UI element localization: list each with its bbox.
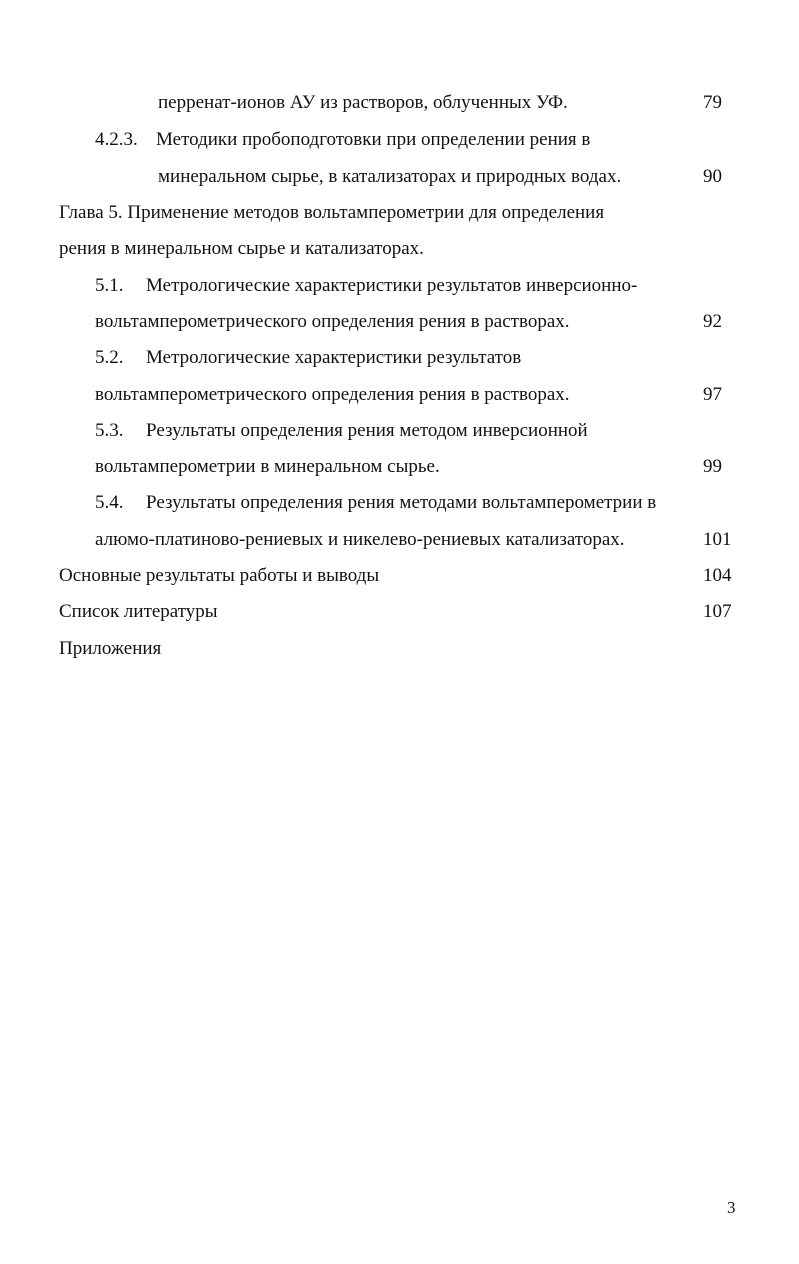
toc-line-text: Список литературы — [59, 601, 218, 622]
toc-page-number: 107 — [703, 601, 732, 622]
toc-page-number: 92 — [703, 311, 722, 332]
toc-section-number: 5.2. — [95, 347, 124, 368]
toc-page-number: 97 — [703, 384, 722, 405]
toc-page-number: 101 — [703, 529, 732, 550]
toc-line-text: минеральном сырье, в катализаторах и природных водах. — [158, 166, 622, 187]
toc-line-text: Результаты определения рения методами вольтамперометрии в — [146, 492, 657, 513]
toc-page-number: 104 — [703, 565, 732, 586]
toc-section-number: 5.3. — [95, 420, 124, 441]
toc-line-text: вольтамперометрии в минеральном сырье. — [95, 456, 440, 477]
toc-line-text: Основные результаты работы и выводы — [59, 565, 380, 586]
toc-line-text: вольтамперометрического определения рения в растворах. — [95, 311, 570, 332]
toc-line-text: Методики пробоподготовки при определении рения в — [156, 129, 591, 150]
toc-line-text: Результаты определения рения методом инверсионной — [146, 420, 588, 441]
toc-section-number: 5.4. — [95, 492, 124, 513]
toc-section-number: 5.1. — [95, 275, 124, 296]
toc-line-text: Метрологические характеристики результатов инверсионно- — [146, 275, 638, 296]
toc-page-number: 99 — [703, 456, 722, 477]
toc-section-number: 4.2.3. — [95, 129, 138, 150]
toc-chapter-heading: Глава 5. Применение методов вольтамперометрии для определения — [59, 202, 605, 223]
toc-page-number: 79 — [703, 92, 722, 113]
toc-line-text: Метрологические характеристики результатов — [146, 347, 522, 368]
toc-line-text: перренат-ионов АУ из растворов, облученных УФ. — [158, 92, 568, 113]
toc-line-text: вольтамперометрического определения рения в растворах. — [95, 384, 570, 405]
toc-line-text: Приложения — [59, 638, 162, 659]
toc-line-text: алюмо-платиново-рениевых и никелево-рениевых катализаторах. — [95, 529, 625, 550]
toc-chapter-heading: рения в минеральном сырье и катализаторах. — [59, 238, 424, 259]
page-number: 3 — [727, 1198, 736, 1217]
toc-page-number: 90 — [703, 166, 722, 187]
